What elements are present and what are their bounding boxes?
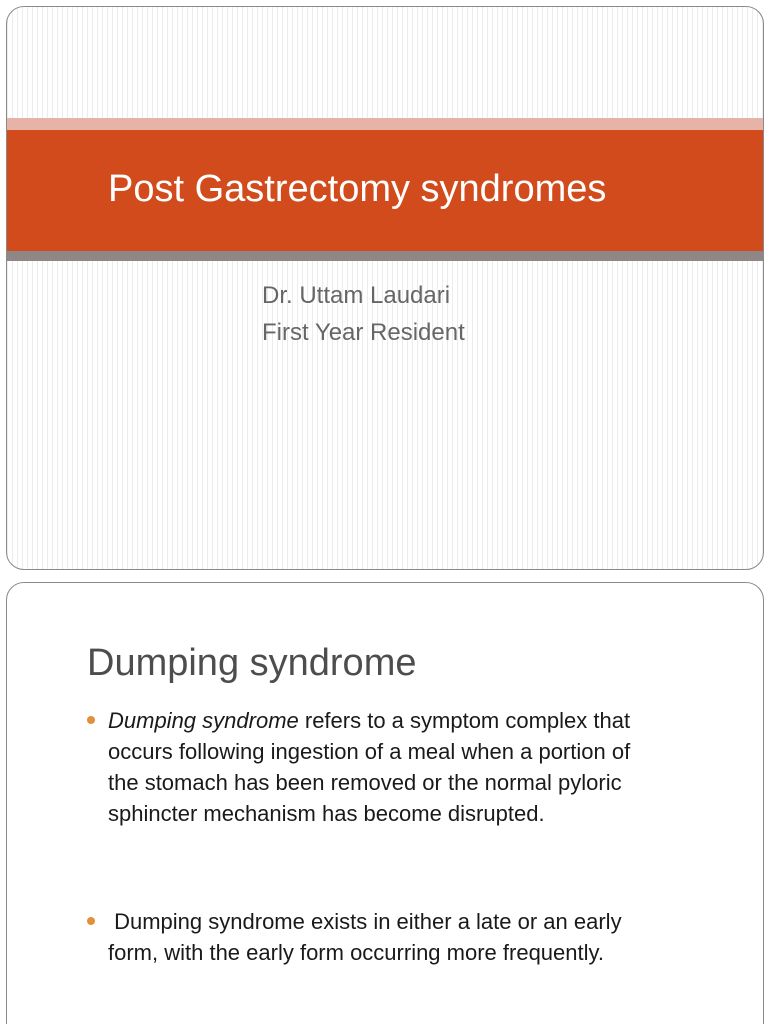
bullet-line-rest: refers to a symptom complex that <box>298 708 631 733</box>
title-band-bottom-stripe <box>7 251 763 261</box>
slide-title: Post Gastrectomy syndromes <box>108 168 607 210</box>
bullet-line <box>108 705 737 736</box>
bullet-item <box>87 705 737 829</box>
bullet-line: form, with the early form occurring more frequently. <box>108 940 604 965</box>
bullet-dot-icon <box>87 917 95 925</box>
slide-heading: Dumping syndrome <box>87 642 417 684</box>
presenter-role: First Year Resident <box>262 319 465 346</box>
bullet-line: the stomach has been removed or the normal pyloric <box>108 770 622 795</box>
italic-term: Dumping syndrome <box>108 708 299 733</box>
bullet-text <box>87 705 737 829</box>
bullet-text <box>87 906 737 968</box>
bullet-line: Dumping syndrome exists in either a late or an early <box>108 909 622 934</box>
subtitle-block <box>262 277 465 351</box>
content-slide <box>6 582 764 1024</box>
title-band-top-stripe <box>7 118 763 130</box>
bullet-line: occurs following ingestion of a meal when a portion of <box>108 739 631 764</box>
bullet-dot-icon <box>87 716 95 724</box>
bullet-line: sphincter mechanism has become disrupted. <box>108 801 545 826</box>
presenter-name: Dr. Uttam Laudari <box>262 282 451 309</box>
title-slide <box>6 6 764 570</box>
bullet-item <box>87 906 737 968</box>
